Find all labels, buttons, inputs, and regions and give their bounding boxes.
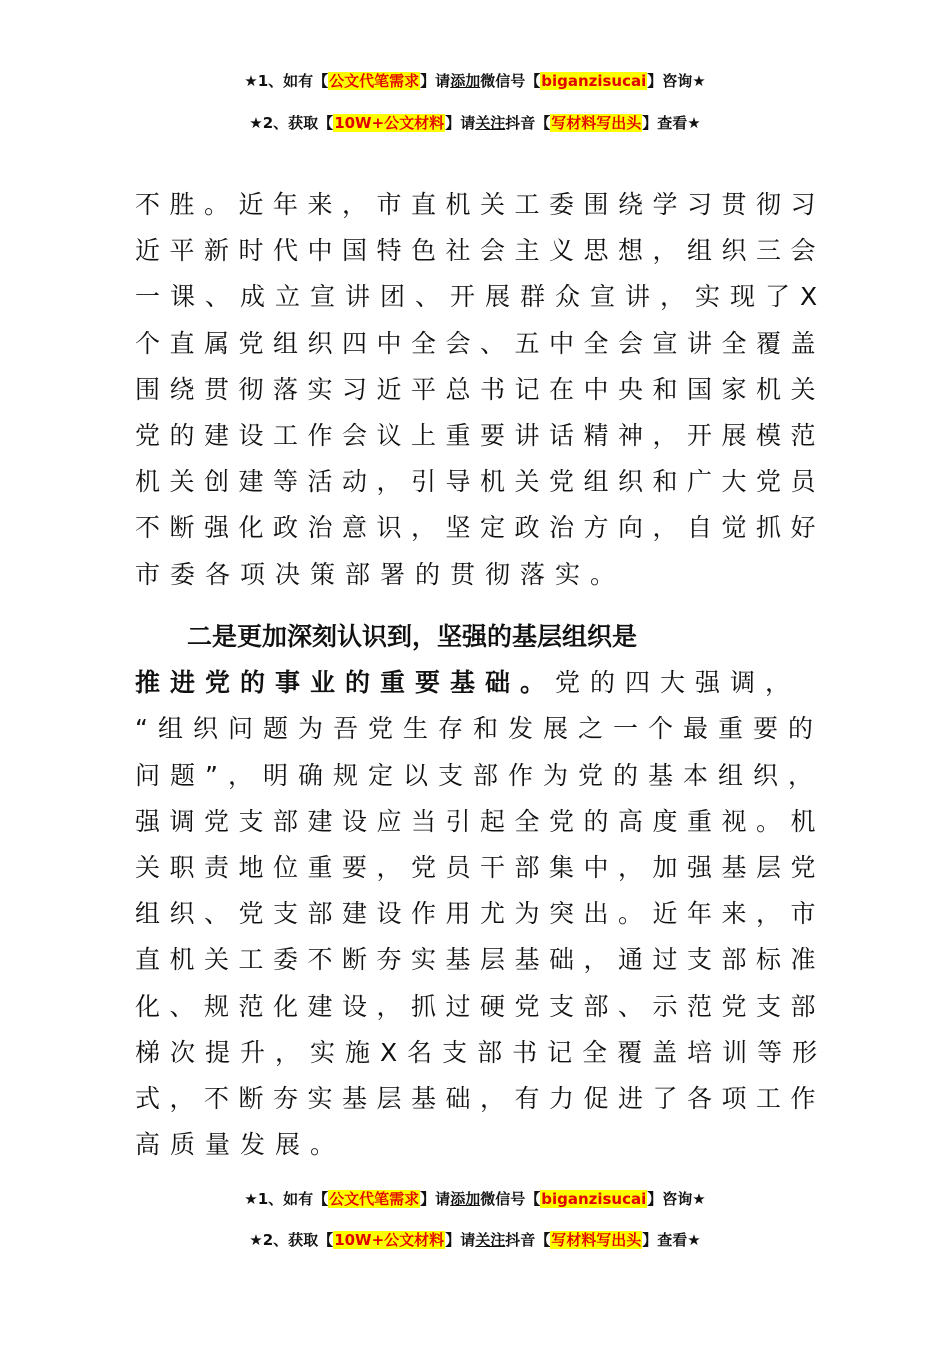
text-line: 个直属党组织四中全会、五中全会宣讲全覆盖 — [135, 328, 826, 358]
paragraph-heading-continued: 推进党的事业的重要基础。 — [135, 668, 556, 698]
ad-banner-line-2 — [0, 112, 950, 134]
text-line: 近平新时代中国特色社会主义思想，组织三会 — [135, 236, 826, 266]
ad-banner-line-2-bottom — [0, 1229, 950, 1251]
text-line: 直机关工委不断夯实基层基础，通过支部标准 — [135, 945, 826, 975]
banner-mid: 】请 — [420, 1190, 451, 1208]
banner-suffix: 】查看★ — [642, 1231, 701, 1249]
text-line: 不断强化政治意识，坚定政治方向，自觉抓好 — [135, 513, 826, 543]
banner-highlight-service: 公文代笔需求 — [329, 1190, 420, 1208]
text-line: 党的建设工作会议上重要讲话精神，开展模范 — [135, 420, 826, 450]
text-line: 围绕贯彻落实习近平总书记在中央和国家机关 — [135, 374, 826, 404]
text-line: 化、规范化建设，抓过硬党支部、示范党支部 — [135, 991, 826, 1021]
paragraph-2 — [135, 614, 828, 1168]
banner-highlight-materials: 10W+公文材料 — [334, 114, 445, 132]
text-line: 梯次提升，实施X名支部书记全覆盖培训等形 — [135, 1037, 828, 1067]
text-line: 式，不断夯实基层基础，有力促进了各项工作 — [135, 1083, 826, 1113]
banner-highlight-materials: 10W+公文材料 — [334, 1231, 445, 1249]
text-line: “组织问题为吾党生存和发展之一个最重要的 — [135, 714, 823, 744]
text-line: 强调党支部建设应当引起全党的高度重视。机 — [135, 806, 826, 836]
text-line: 不胜。近年来，市直机关工委围绕学习贯彻习 — [135, 190, 826, 219]
banner-highlight-service: 公文代笔需求 — [329, 72, 420, 90]
text-line: 组织、党支部建设作用尤为突出。近年来，市 — [135, 899, 826, 929]
text-line — [135, 660, 825, 706]
banner-emphasis: 关注 — [475, 114, 506, 132]
banner-mid: 】请 — [445, 1231, 476, 1249]
banner-emphasis: 添加 — [450, 1190, 481, 1208]
banner-suffix: 】查看★ — [642, 114, 701, 132]
banner-mid: 】请 — [445, 114, 476, 132]
banner-suffix: 】咨询★ — [647, 72, 706, 90]
banner-emphasis: 添加 — [450, 72, 481, 90]
banner-prefix: ★1、如有【 — [244, 1190, 329, 1208]
banner-suffix: 】咨询★ — [647, 1190, 706, 1208]
banner-highlight-wechat-id: biganzisucai — [541, 72, 647, 90]
text-line: 机关创建等活动，引导机关党组织和广大党员 — [135, 467, 826, 497]
banner-prefix: ★2、获取【 — [249, 114, 334, 132]
ad-banner-line-1-bottom — [0, 1188, 950, 1210]
banner-mid: 】请 — [420, 72, 451, 90]
text-line: 高质量发展。 — [135, 1130, 346, 1160]
paragraph-heading: 二是更加深刻认识到，坚强的基层组织是 — [187, 622, 638, 651]
text-line: 问题”，明确规定以支部作为党的基本组织， — [135, 760, 823, 790]
ad-banner-line-1 — [0, 70, 950, 92]
banner-mid: 微信号【 — [480, 1190, 541, 1208]
banner-prefix: ★2、获取【 — [249, 1231, 334, 1249]
banner-prefix: ★1、如有【 — [244, 72, 329, 90]
banner-mid: 微信号【 — [480, 72, 541, 90]
banner-highlight-douyin: 写材料写出头 — [551, 114, 642, 132]
banner-highlight-douyin: 写材料写出头 — [551, 1231, 642, 1249]
text-run: 党的四大强调， — [555, 668, 801, 698]
banner-emphasis: 关注 — [475, 1231, 506, 1249]
paragraph-1 — [135, 182, 828, 598]
banner-mid: 抖音【 — [505, 1231, 551, 1249]
banner-mid: 抖音【 — [505, 114, 551, 132]
text-line: 市委各项决策部署的贯彻落实。 — [135, 559, 626, 589]
text-line: 关职责地位重要，党员干部集中，加强基层党 — [135, 852, 826, 882]
banner-highlight-wechat-id: biganzisucai — [541, 1190, 647, 1208]
text-line: 一课、成立宣讲团、开展群众宣讲，实现了X — [135, 282, 828, 312]
